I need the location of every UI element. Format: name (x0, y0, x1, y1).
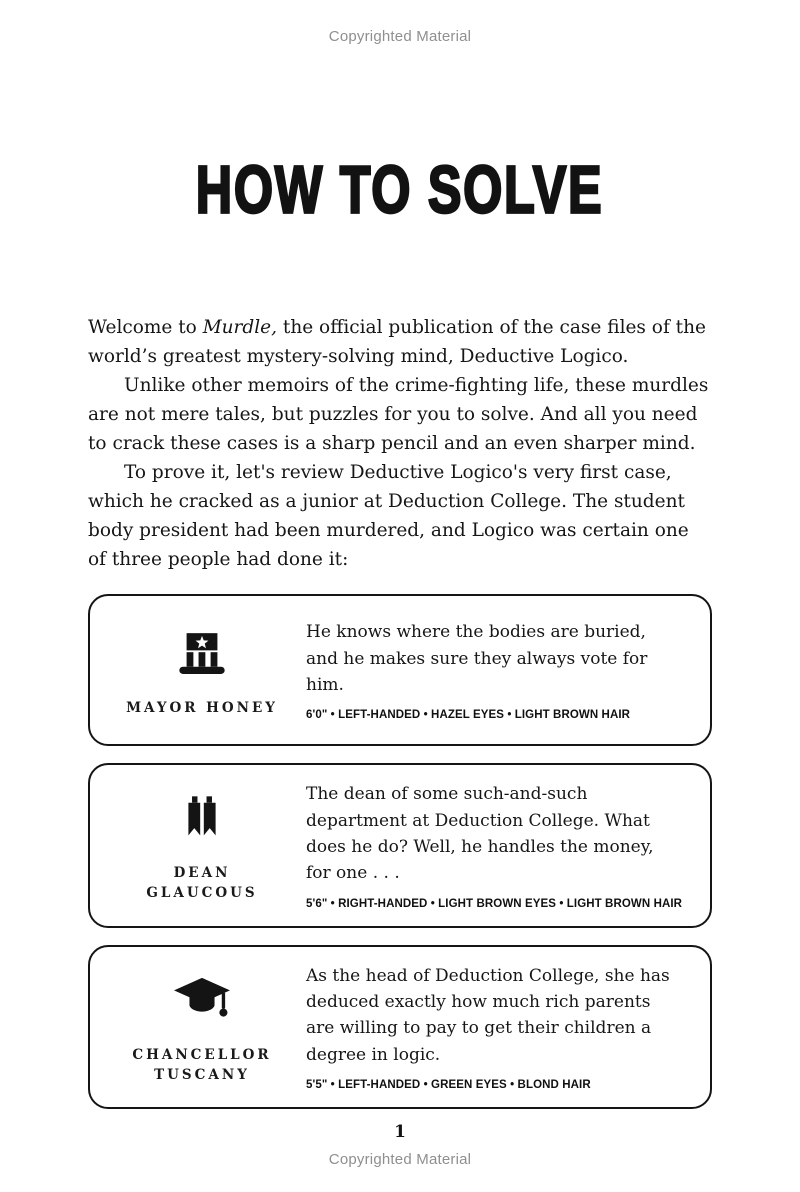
book-title-italic: Murdle, (202, 317, 277, 338)
suspect-name: DEAN GLAUCOUS (146, 865, 258, 902)
suspect-details (300, 781, 682, 909)
banner-ribbons-icon (173, 787, 231, 851)
suspect-stats: 5'5" • LEFT-HANDED • GREEN EYES • BLOND HAIR (306, 1079, 591, 1092)
suspect-name: MAYOR HONEY (126, 700, 278, 717)
copyright-notice-top: Copyrighted Material (328, 28, 472, 45)
intro-paragraph-2: Unlike other memoirs of the crime-fighting life, these murdles are not mere tales, but puzzles for you to solve. And all you need to crack these cases is a sharp pencil and an even sharper mind. (88, 375, 709, 455)
suspect-stats: 6'0" • LEFT-HANDED • HAZEL EYES • LIGHT BROWN HAIR (306, 709, 631, 722)
suspect-description: He knows where the bodies are buried, and he makes sure they always vote for him. (306, 622, 648, 695)
graduation-cap-icon (171, 969, 233, 1033)
copyright-notice-bottom: Copyrighted Material (328, 1151, 472, 1168)
page-number: 1 (394, 1122, 406, 1142)
page-title-wrap (0, 151, 800, 228)
suspect-identity (104, 787, 300, 904)
suspect-details (300, 963, 682, 1091)
suspect-card-chancellor-tuscany (88, 945, 712, 1109)
suspect-description: As the head of Deduction College, she has deduced exactly how much rich parents are willing to pay to get their children a degree in logic. (306, 965, 670, 1065)
suspect-card-mayor-honey (88, 594, 712, 746)
suspect-card-dean-glaucous (88, 763, 712, 927)
intro-paragraph-3: To prove it, let's review Deductive Logico's very first case, which he cracked as a junior at Deduction College. The student body president had been murdered, and Logico was certain one of three people had done it: (88, 462, 689, 571)
suspect-identity (104, 969, 300, 1086)
intro-text (88, 313, 712, 574)
intro-p1-after: the official publication of the case files of the world’s greatest mystery-solving mind, Deductive Logico. (88, 317, 706, 368)
suspect-stats: 5'6" • RIGHT-HANDED • LIGHT BROWN EYES • LIGHT BROWN HAIR (306, 897, 683, 910)
suspect-name: CHANCELLOR TUSCANY (132, 1046, 272, 1083)
suspect-identity (104, 622, 300, 718)
suspect-card-list (88, 594, 712, 1109)
page-title: HOW TO SOLVE (196, 152, 604, 228)
intro-paragraph-1 (88, 313, 712, 371)
suspect-description: The dean of some such-and-such department at Deduction College. What does he do? Well, he handles the money, for one . . . (306, 784, 654, 884)
suspect-details (300, 619, 682, 721)
top-hat-star-icon (173, 622, 231, 686)
intro-p1-before: Welcome to (88, 317, 203, 338)
